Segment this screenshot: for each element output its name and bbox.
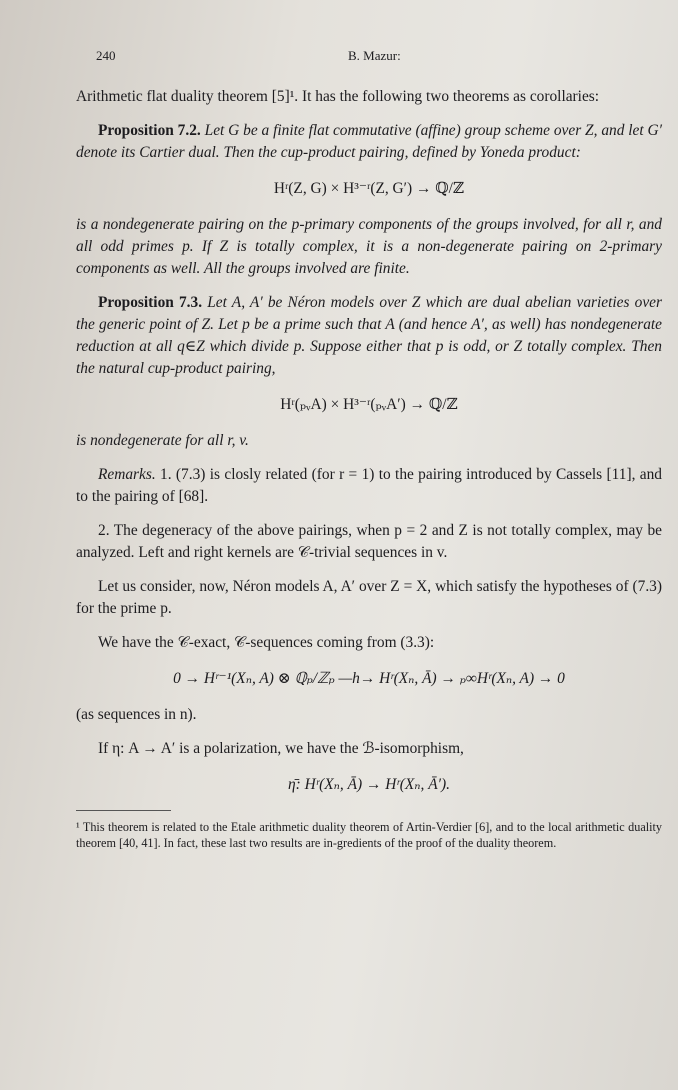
proposition-7-3-conclusion: is nondegenerate for all r, v. <box>76 432 249 449</box>
consider-paragraph: Let us consider, now, Néron models A, A′ over Z = X, which satisfy the hypotheses of (7.3) for the prime p. <box>76 578 662 617</box>
equation-cup-product: Hʳ(Z, G) × H³⁻ʳ(Z, G′) → ℚ/ℤ <box>273 180 465 197</box>
main-text <box>76 86 662 851</box>
proposition-7-2 <box>76 120 662 164</box>
footnote-rule <box>76 810 171 811</box>
proposition-7-2-text: Let G be a finite flat commutative (affine) group scheme over Z, and let G′ denote its Cartier dual. Then the cup-product pairing, defined by Yoneda product: <box>76 122 662 161</box>
remarks-1-text: 1. (7.3) is closly related (for r = 1) to the pairing introduced by Cassels [11], and to the pairing of [68]. <box>76 466 662 505</box>
footnote: ¹ This theorem is related to the Etale arithmetic duality theorem of Artin-Verdier [6], and to the local arithmetic duality theorem [40, 41]. In fact, these last two results are in-gredients of the proof of the duality theorem. <box>76 820 662 850</box>
author-header: B. Mazur: <box>348 48 401 63</box>
remarks-1 <box>76 464 662 508</box>
remarks-label: Remarks. <box>98 466 156 483</box>
polarization-paragraph: If η: A → A′ is a polarization, we have the ℬ-isomorphism, <box>98 740 464 757</box>
proposition-7-2-conclusion: is a nondegenerate pairing on the p-primary components of the groups involved, for all r, and all odd primes p. If Z is totally complex, it is a non-degenerate pairing on 2-primary components as well. All the groups involved are finite. <box>76 216 662 277</box>
proposition-7-3 <box>76 292 662 380</box>
page-number: 240 <box>96 48 116 63</box>
proposition-7-2-label: Proposition 7.2. <box>98 122 201 139</box>
intro-paragraph: Arithmetic flat duality theorem [5]¹. It has the following two theorems as corollaries: <box>76 88 600 105</box>
equation-exact-sequence: 0 → Hʳ⁻¹(Xₙ, A) ⊗ ℚₚ/ℤₚ —h→ Hʳ(Xₙ, Ā) → ₚ∞Hʳ(Xₙ, A) → 0 <box>173 670 565 687</box>
exact-sequences-paragraph: We have the 𝒞-exact, 𝒞-sequences coming from (3.3): <box>98 634 435 651</box>
proposition-7-3-text: Let A, A′ be Néron models over Z which are dual abelian varieties over the generic point of Z. Let p be a prime such that A (and hence A′, as well) has nondegenerate reduction at all q∈Z which divide p. Suppose either that p is odd, or Z totally complex. Then the natural cup-product pairing, <box>76 294 662 377</box>
remarks-2: 2. The degeneracy of the above pairings, when p = 2 and Z is not totally complex, may be analyzed. Left and right kernels are 𝒞-trivial sequences in v. <box>76 522 662 561</box>
running-header <box>96 48 618 68</box>
as-sequences-note: (as sequences in n). <box>76 706 197 723</box>
equation-isomorphism: η̄: Hʳ(Xₙ, Ā) → Hʳ(Xₙ, Ā′). <box>288 776 450 793</box>
equation-neron-pairing: Hʳ(ₚᵥA) × H³⁻ʳ(ₚᵥA′) → ℚ/ℤ <box>280 396 458 413</box>
proposition-7-3-label: Proposition 7.3. <box>98 294 203 311</box>
